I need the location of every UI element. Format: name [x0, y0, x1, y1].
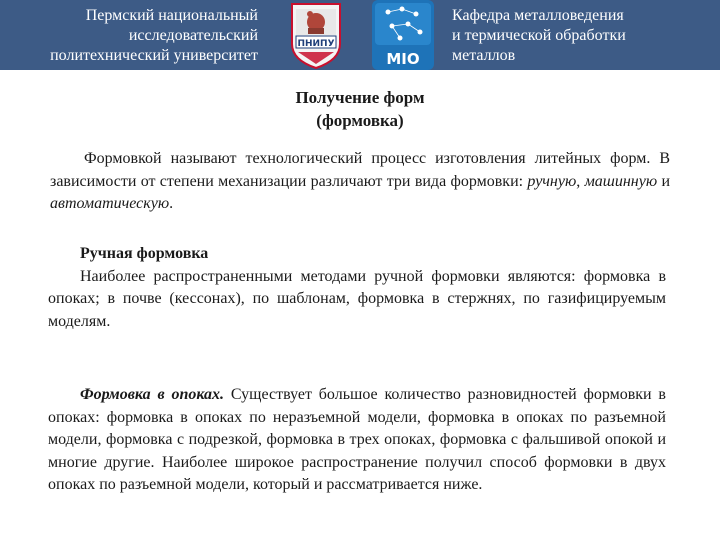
university-name-line: исследовательский — [128, 27, 258, 44]
page-title-line: Получение форм — [295, 88, 425, 107]
department-name — [452, 6, 712, 66]
manual-heading: Ручная формовка — [80, 245, 209, 262]
department-name-line: и термической обработки — [452, 27, 626, 44]
university-name-line: Пермский национальный — [85, 7, 258, 24]
mio-logo-icon — [370, 0, 436, 70]
svg-text:МІО: МІО — [386, 50, 420, 68]
page-title — [0, 86, 720, 132]
flask-lead: Формовка в опоках. — [80, 386, 225, 403]
header-band — [0, 0, 720, 70]
intro-kind-machine: машинную — [584, 172, 658, 190]
university-name — [0, 6, 258, 66]
manual-section — [48, 243, 666, 333]
intro-text: Формовкой называют технологический процесс изготовления литейных форм. В зависимости от степени механизации различают три вида формовки: — [50, 150, 670, 190]
intro-kind-manual: ручную — [527, 172, 577, 190]
page-title-subline: (формовка) — [316, 111, 404, 130]
intro-kind-automatic: автоматическую — [50, 195, 170, 212]
department-name-line: Кафедра металловедения — [452, 7, 624, 24]
intro-separator: , — [576, 172, 585, 190]
manual-text: Наиболее распространенными методами ручной формовки являются: формовка в опоках; в почве (кессонах), по шаблонам, формовка в стержнях, по газифицируемым моделям. — [48, 267, 666, 330]
svg-text:ПНИПУ: ПНИПУ — [297, 39, 335, 49]
intro-end: . — [169, 195, 174, 212]
flask-paragraph — [48, 384, 666, 497]
intro-paragraph — [50, 148, 670, 216]
department-name-line: металлов — [452, 47, 516, 64]
university-name-line: политехнический университет — [50, 47, 258, 64]
intro-separator: и — [657, 172, 671, 190]
flask-text: Существует большое количество разновидностей формовки в опоках: формовка в опоках по неразъемной модели, формовка в опоках по разъемной модели, формовка с подрезкой, формовка в трех опоках, формовка с фальшивой опокой и многие другие. Наиболее широкое распространение получил способ формовки в двух опоках по разъемной модели, который и рассматривается ниже. — [48, 386, 666, 493]
pnipu-logo-icon — [286, 0, 346, 70]
